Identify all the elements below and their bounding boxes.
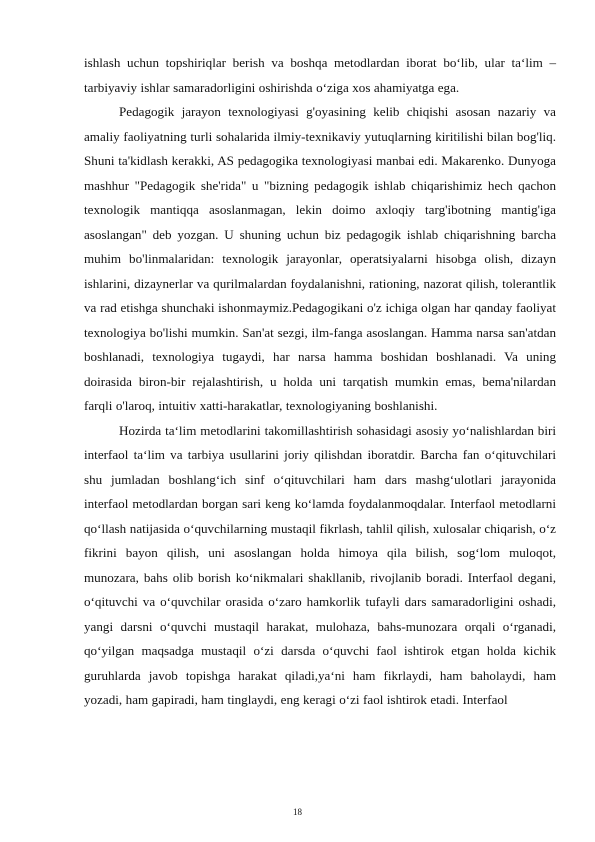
body-text	[84, 51, 556, 713]
page-number: 18	[293, 807, 302, 817]
paragraph-3: Hozirda ta‘lim metodlarini takomillashtirish sohasidagi asosiy yo‘nalishlardan biri interfaol ta‘lim va tarbiya usullarini joriy qilishdan iboratdir. Barcha fan o‘qituvchilari shu jumladan boshlang‘ich sinf o‘qituvchilari ham dars mashg‘ulotlari jarayonida interfaol metodlardan borgan sari keng ko‘lamda foydalanmoqdalar. Interfaol metodlarni qo‘llash natijasida o‘quvchilarning mustaqil fikrlash, tahlil qilish, xulosalar chiqarish, o‘z fikrini bayon qilish, uni asoslangan holda himoya qila bilish, sog‘lom muloqot, munozara, bahs olib borish ko‘nikmalari shakllanib, rivojlanib boradi. Interfaol degani, o‘qituvchi va o‘quvchilar orasida o‘zaro hamkorlik tufayli dars samaradorligini oshadi, yangi darsni o‘quvchi mustaqil harakat, mulohaza, bahs-munozara orqali o‘rganadi, qo‘yilgan maqsadga mustaqil o‘zi darsda o‘quvchi faol ishtirok etgan holda kichik guruhlarda javob topishga harakat qiladi,ya‘ni ham fikrlaydi, ham baholaydi, ham yozadi, ham gapiradi, ham tinglaydi, eng keragi o‘zi faol ishtirok etadi. Interfaol	[84, 422, 556, 707]
paragraph-1: ishlash uchun topshiriqlar berish va boshqa metodlardan iborat bo‘lib, ular ta‘lim – tarbiyaviy ishlar samaradorligini oshirishda o‘ziga xos ahamiyatga ega.	[84, 55, 556, 95]
paragraph-2: Pedagogik jarayon texnologiyasi g'oyasining kelib chiqishi asosan nazariy va amaliy faoliyatning turli sohalarida ilmiy-texnikaviy yutuqlarning kiritilishi bilan bog'liq. Shuni ta'kidlash kerakki, AS pedagogika texnologiyasi manbai edi. Makarenko. Dunyoga mashhur "Pedagogik she'rida" u "bizning pedagogik ishlab chiqarishimiz hech qachon texnologik mantiqqa asoslanmagan, lekin doimo axloqiy targ'ibotning mantig'iga asoslangan" deb yozgan. U shuning uchun biz pedagogik ishlab chiqarishning barcha muhim bo'linmalaridan: texnologik jarayonlar, operatsiyalarni hisobga olish, dizayn ishlarini, dizaynerlar va qurilmalardan foydalanishni, rationing, nazorat qilish, tolerantlik va rad etishga shunchaki ishonmaymiz.Pedagogikani o'z ichiga olgan har qanday faoliyat texnologiya bo'lishi mumkin. San'at sezgi, ilm-fanga asoslangan. Hamma narsa san'atdan boshlanadi, texnologiya tugaydi, har narsa hamma boshidan boshlanadi. Va uning doirasida biron-bir rejalashtirish, u holda uni tarqatish mumkin emas, bema'nilardan farqli o'laroq, intuitiv xatti-harakatlar, texnologiyaning boshlanishi.	[84, 104, 556, 413]
